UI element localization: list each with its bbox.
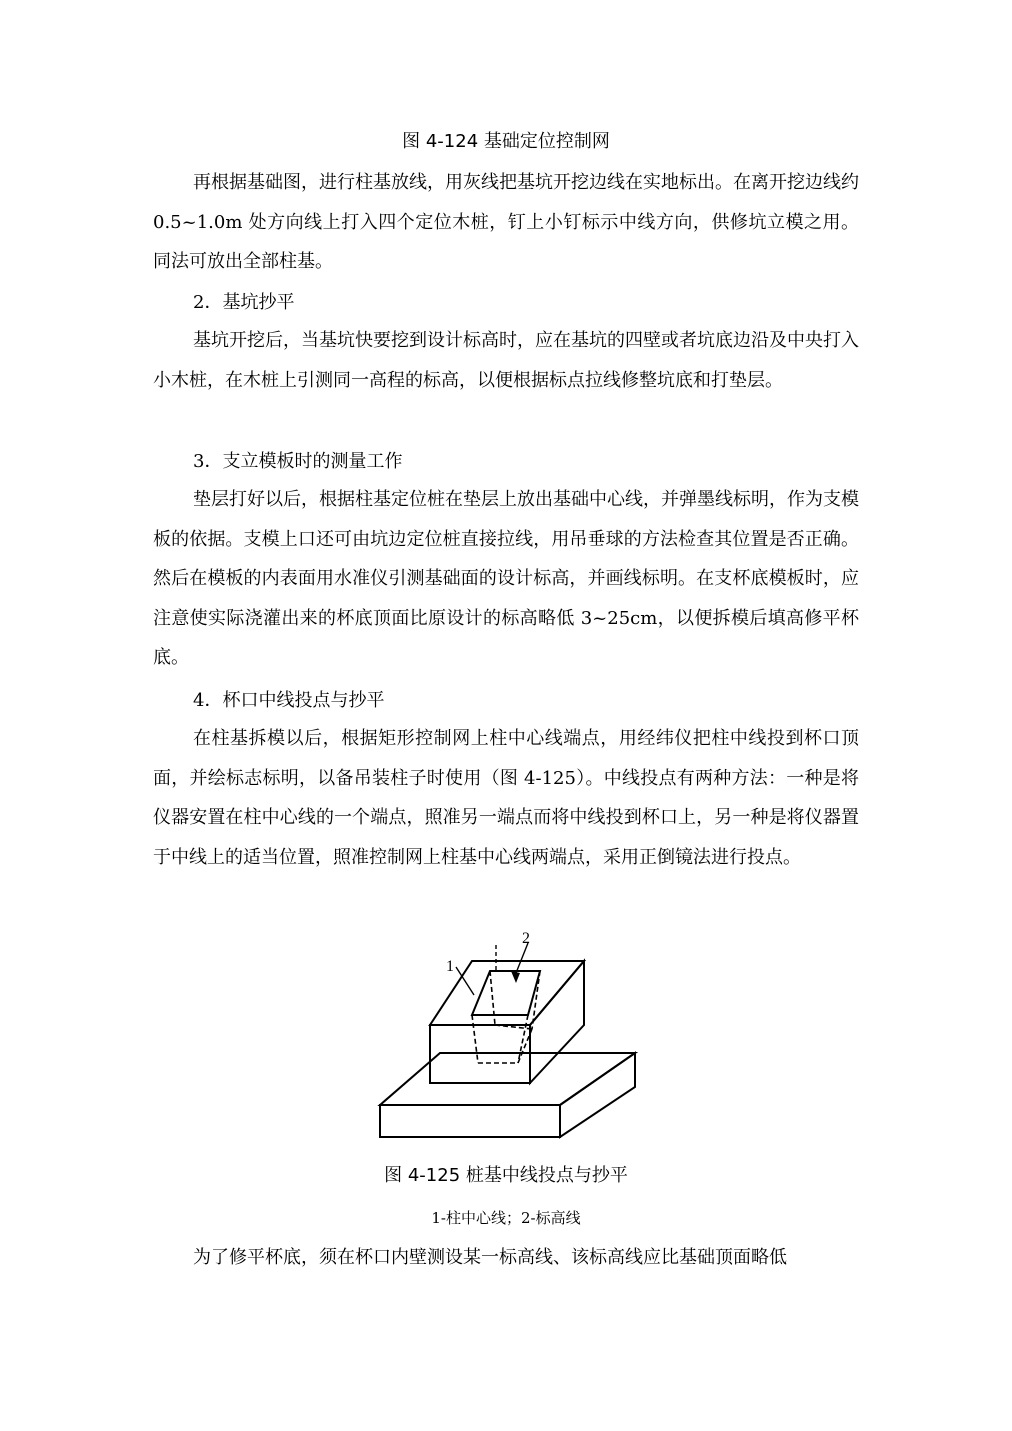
heading-foundation-pit-leveling: 2．基坑抄平: [193, 292, 295, 313]
paragraph-cup-centerline: 在柱基拆模以后，根据矩形控制网上柱中心线端点，用经纬仪把柱中线投到杯口顶面，并绘标志标明，以备吊装柱子时使用（图 4-125）。中线投点有两种方法：一种是将仪器安置在柱中心线的一个端点，照准另一端点而将中线投到杯口上，另一种是将仪器置于中线上的适当位置，照准控制网上柱基中心线两端点，采用正倒镜法进行投点。: [153, 728, 859, 868]
figure-125-legend: 1-柱中心线；2-标高线: [431, 1209, 581, 1227]
label-1: 1: [446, 958, 454, 975]
paragraph-cup-leveling: 为了修平杯底，须在杯口内壁测设某一标高线、该标高线应比基础顶面略低: [193, 1247, 787, 1268]
label-2: 2: [522, 930, 530, 947]
paragraph-formwork-survey: 垫层打好以后，根据柱基定位桩在垫层上放出基础中心线，并弹墨线标明，作为支模板的依据。支模上口还可由坑边定位桩直接拉线，用吊垂球的方法检查其位置是否正确。然后在模板的内表面用水准仪引测基础面的设计标高，并画线标明。在支杯底模板时，应注意使实际浇灌出来的杯底顶面比原设计的标高略低 3~25cm，以便拆模后填高修平杯底。: [153, 489, 859, 669]
figure-124-caption: 图 4-124 基础定位控制网: [402, 131, 610, 152]
paragraph-pit-leveling: 基坑开挖后，当基坑快要挖到设计标高时，应在基坑的四壁或者坑底边沿及中央打入小木桩，在木桩上引测同一高程的标高，以便根据标点拉线修整坑底和打垫层。: [153, 330, 859, 391]
figure-4-125-drawing: [360, 925, 660, 1149]
leader-2: [516, 943, 528, 973]
heading-cup-centerline: 4．杯口中线投点与抄平: [193, 690, 385, 711]
figure-125-caption: 图 4-125 桩基中线投点与抄平: [384, 1165, 628, 1186]
paragraph-column-layout: 再根据基础图，进行柱基放线，用灰线把基坑开挖边线在实地标出。在离开挖边线约 0.5~1.0m 处方向线上打入四个定位木桩，钉上小钉标示中线方向，供修坑立模之用。同法可放出全部柱基。: [153, 172, 859, 273]
base-slab: [380, 1053, 635, 1137]
pedestal-block: [430, 961, 584, 1083]
heading-formwork-survey: 3．支立模板时的测量工作: [193, 451, 403, 472]
arrow-2: [511, 971, 520, 983]
